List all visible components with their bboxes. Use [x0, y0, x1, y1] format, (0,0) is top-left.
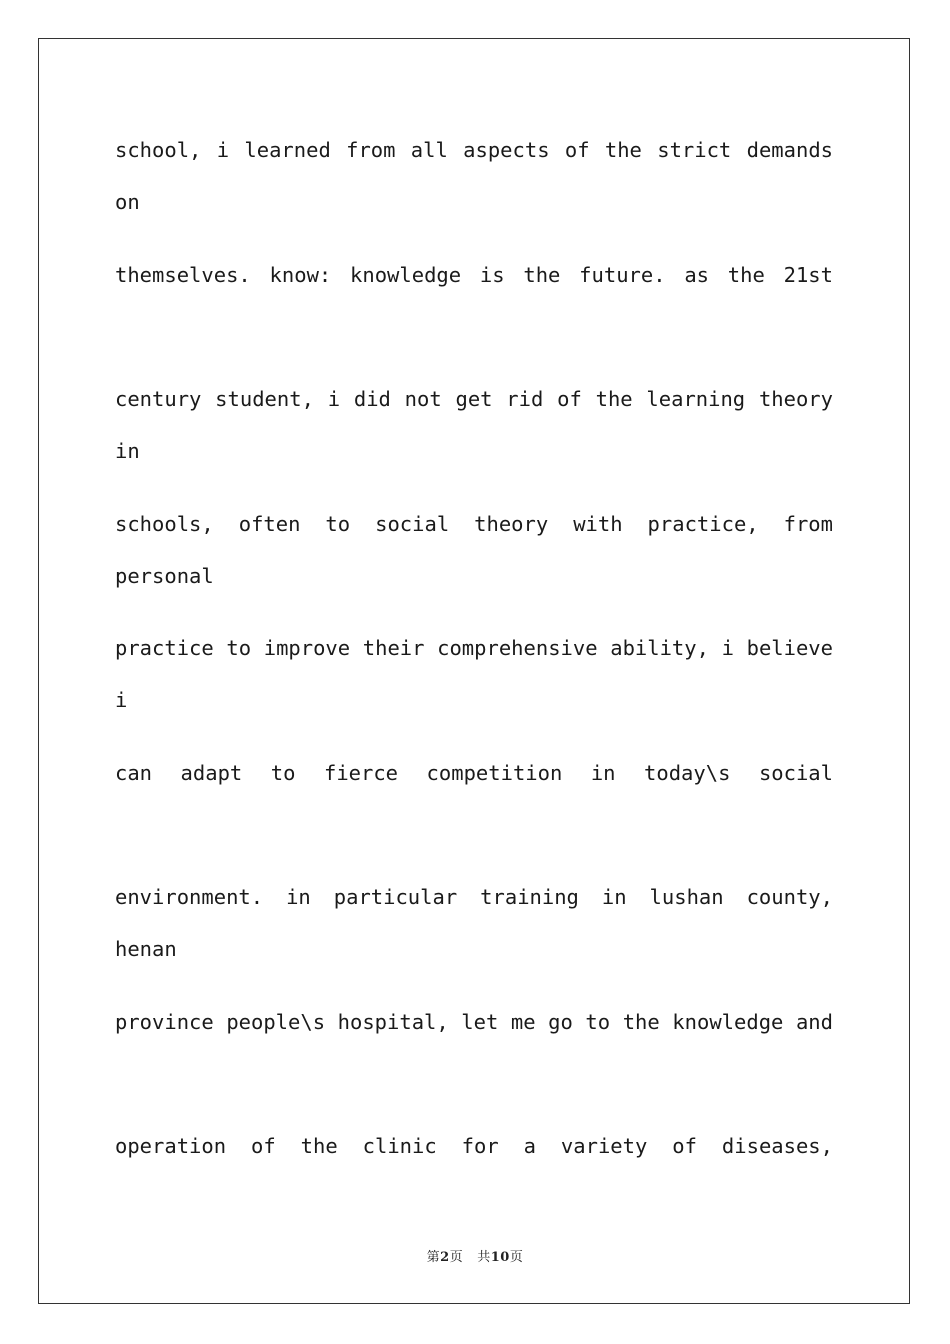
total-suffix: 页	[509, 1250, 524, 1265]
text-line-6: can adapt to fierce competition in today\s social	[115, 760, 833, 785]
total-prefix: 共	[477, 1250, 491, 1265]
total-pages: 10	[490, 1250, 510, 1265]
text-line-7: environment. in particular training in lushan county, henan	[115, 885, 833, 961]
text-line-1: school, i learned from all aspects of the strict demands on	[115, 138, 833, 214]
text-line-2: themselves. know: knowledge is the future. as the 21st	[115, 262, 833, 287]
text-line-3: century student, i did not get rid of the learning theory in	[115, 387, 833, 463]
page-prefix: 第	[426, 1250, 441, 1265]
page-footer	[0, 1246, 950, 1265]
text-line-5: practice to improve their comprehensive ability, i believe i	[115, 636, 833, 712]
text-line-9: operation of the clinic for a variety of diseases,	[115, 1134, 833, 1158]
page-number: 2	[440, 1250, 450, 1265]
document-body	[115, 124, 833, 1245]
page-suffix: 页	[449, 1250, 464, 1265]
text-line-8: province people\s hospital, let me go to the knowledge and	[115, 1009, 833, 1034]
text-line-4: schools, often to social theory with practice, from personal	[115, 511, 833, 588]
